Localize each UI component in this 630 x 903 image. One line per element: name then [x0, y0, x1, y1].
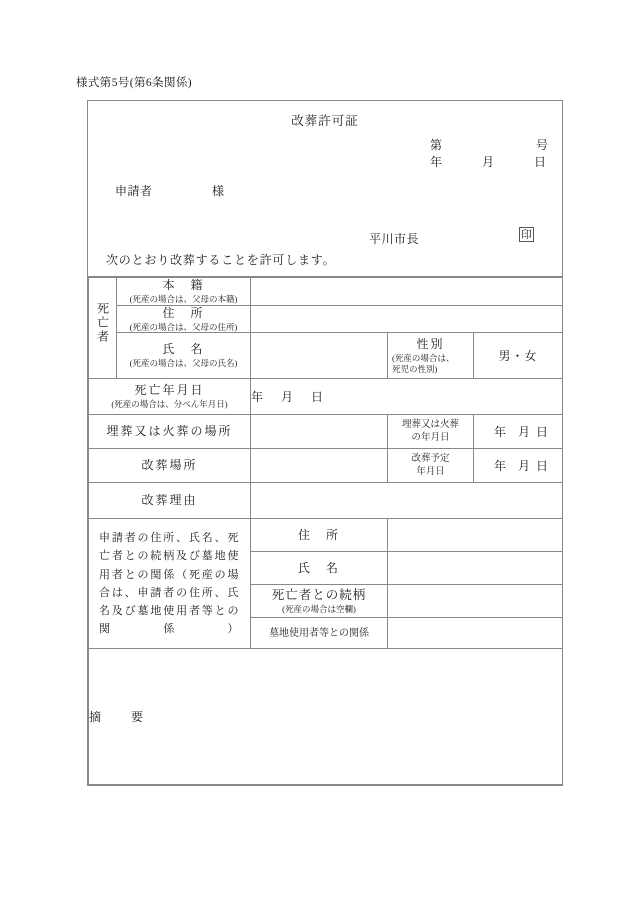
- table-row: [89, 333, 563, 379]
- recipient-label: 申請者: [115, 184, 153, 198]
- reburial-date-label-line1: 改葬予定: [411, 453, 450, 464]
- death-date-day: 日: [311, 390, 324, 405]
- grave-user-relation-label: 墓地使用者等との関係: [269, 627, 369, 639]
- deceased-address-label-cell: [117, 305, 251, 333]
- applicant-address-value[interactable]: [388, 519, 563, 552]
- death-date-label-cell: [89, 379, 251, 415]
- honseki-value[interactable]: [251, 278, 563, 306]
- form-table: [88, 277, 563, 785]
- deceased-address-note: (死産の場合は、父母の住所): [129, 321, 238, 332]
- deceased-section-label: 死亡者: [95, 302, 110, 345]
- table-row: [89, 379, 563, 415]
- burial-date-month: 月: [517, 425, 530, 440]
- reburial-date-month: 月: [517, 459, 530, 474]
- applicant-address-label: 住 所: [297, 527, 340, 542]
- burial-date-label-line2: の年月日: [411, 432, 450, 443]
- death-date-year: 年: [251, 390, 264, 405]
- reburial-date-year: 年: [493, 459, 506, 474]
- deceased-section-label-cell: [89, 278, 117, 379]
- grave-user-relation-value[interactable]: [388, 618, 563, 649]
- table-row: [89, 649, 563, 785]
- certificate-frame: [87, 100, 563, 786]
- reburial-place-label: 改葬場所: [141, 458, 198, 473]
- gender-note-line2: 死児の性別): [392, 364, 438, 375]
- burial-date-value[interactable]: [474, 415, 563, 449]
- reburial-date-label-cell: [388, 449, 474, 483]
- applicant-section-label: 申請者の住所、氏名、死亡者との続柄及び墓地使用者との関係（死産の場合は、申請者の住所、氏名及び墓地使用者等との関係）: [99, 532, 240, 636]
- reburial-date-value[interactable]: [474, 449, 563, 483]
- applicant-name-label: 氏 名: [297, 560, 340, 575]
- issue-number-row: [430, 137, 548, 154]
- burial-place-label: 埋葬又は火葬の場所: [106, 424, 233, 439]
- gender-note-line1: (死産の場合は、: [392, 352, 455, 363]
- gender-value[interactable]: 男・女: [474, 333, 563, 379]
- death-date-month: 月: [281, 390, 294, 405]
- applicant-section-label-cell: [89, 519, 251, 649]
- burial-date-year: 年: [493, 425, 506, 440]
- burial-date-label-cell: [388, 415, 474, 449]
- reburial-date-label-line2: 年月日: [416, 466, 445, 477]
- applicant-name-value[interactable]: [388, 552, 563, 585]
- page-title: 改葬許可証: [291, 114, 359, 128]
- deceased-name-value[interactable]: [251, 333, 388, 379]
- issue-date-month: 月: [481, 155, 494, 169]
- certificate-header: [88, 101, 562, 277]
- table-row: [89, 483, 563, 519]
- applicant-name-label-cell: [251, 552, 388, 585]
- permit-sentence: 次のとおり改葬することを許可します。: [106, 253, 336, 267]
- recipient-honorific: 様: [212, 184, 225, 198]
- deceased-name-label: 氏 名: [162, 342, 205, 357]
- table-row: [89, 519, 563, 552]
- death-date-value[interactable]: [251, 379, 563, 415]
- deceased-address-label: 住 所: [162, 305, 205, 320]
- remarks-cell[interactable]: [89, 649, 563, 785]
- recipient-line: [115, 182, 225, 199]
- table-row: [89, 278, 563, 306]
- number-label: 第: [430, 138, 443, 152]
- relationship-label-cell: [251, 585, 388, 618]
- burial-date-label-line1: 埋葬又は火葬: [401, 419, 459, 430]
- table-row: [89, 305, 563, 333]
- burial-date-day: 日: [536, 425, 549, 440]
- reburial-place-label-cell: [89, 449, 251, 483]
- reburial-place-value[interactable]: [251, 449, 388, 483]
- applicant-address-label-cell: [251, 519, 388, 552]
- reburial-reason-label-cell: [89, 483, 251, 519]
- issue-date-day: 日: [533, 155, 546, 169]
- gender-label-cell: [388, 333, 474, 379]
- honseki-note: (死産の場合は、父母の本籍): [129, 294, 238, 304]
- issue-date-year: 年: [430, 155, 443, 169]
- table-row: [89, 415, 563, 449]
- death-date-note: (死産の場合は、分べん年月日): [111, 399, 228, 410]
- reburial-reason-value[interactable]: [251, 483, 563, 519]
- relationship-label: 死亡者との続柄: [271, 587, 367, 602]
- reburial-reason-label: 改葬理由: [141, 493, 198, 508]
- table-row: [89, 449, 563, 483]
- deceased-name-note: (死産の場合は、父母の氏名): [129, 358, 238, 369]
- gender-label: 性別: [416, 336, 445, 351]
- reburial-date-day: 日: [536, 459, 549, 474]
- relationship-value[interactable]: [388, 585, 563, 618]
- number-unit: 号: [535, 138, 548, 152]
- issue-number-and-date: [430, 137, 548, 171]
- burial-place-label-cell: [89, 415, 251, 449]
- remarks-label-part1: 摘: [89, 710, 102, 725]
- deceased-name-label-cell: [117, 333, 251, 379]
- relationship-note: (死産の場合は空欄): [282, 604, 356, 615]
- issuer-name: 平川市長: [369, 232, 420, 246]
- seal-stamp-icon: 印: [521, 229, 532, 241]
- remarks-label-part2: 要: [131, 710, 144, 725]
- form-number: 様式第5号(第6条関係): [76, 77, 192, 89]
- honseki-label: 本 籍: [162, 278, 205, 292]
- grave-user-relation-label-cell: [251, 618, 388, 649]
- deceased-address-value[interactable]: [251, 305, 563, 333]
- burial-place-value[interactable]: [251, 415, 388, 449]
- issue-date-row: [430, 154, 548, 171]
- honseki-label-cell: [117, 278, 251, 306]
- death-date-label: 死亡年月日: [134, 383, 205, 398]
